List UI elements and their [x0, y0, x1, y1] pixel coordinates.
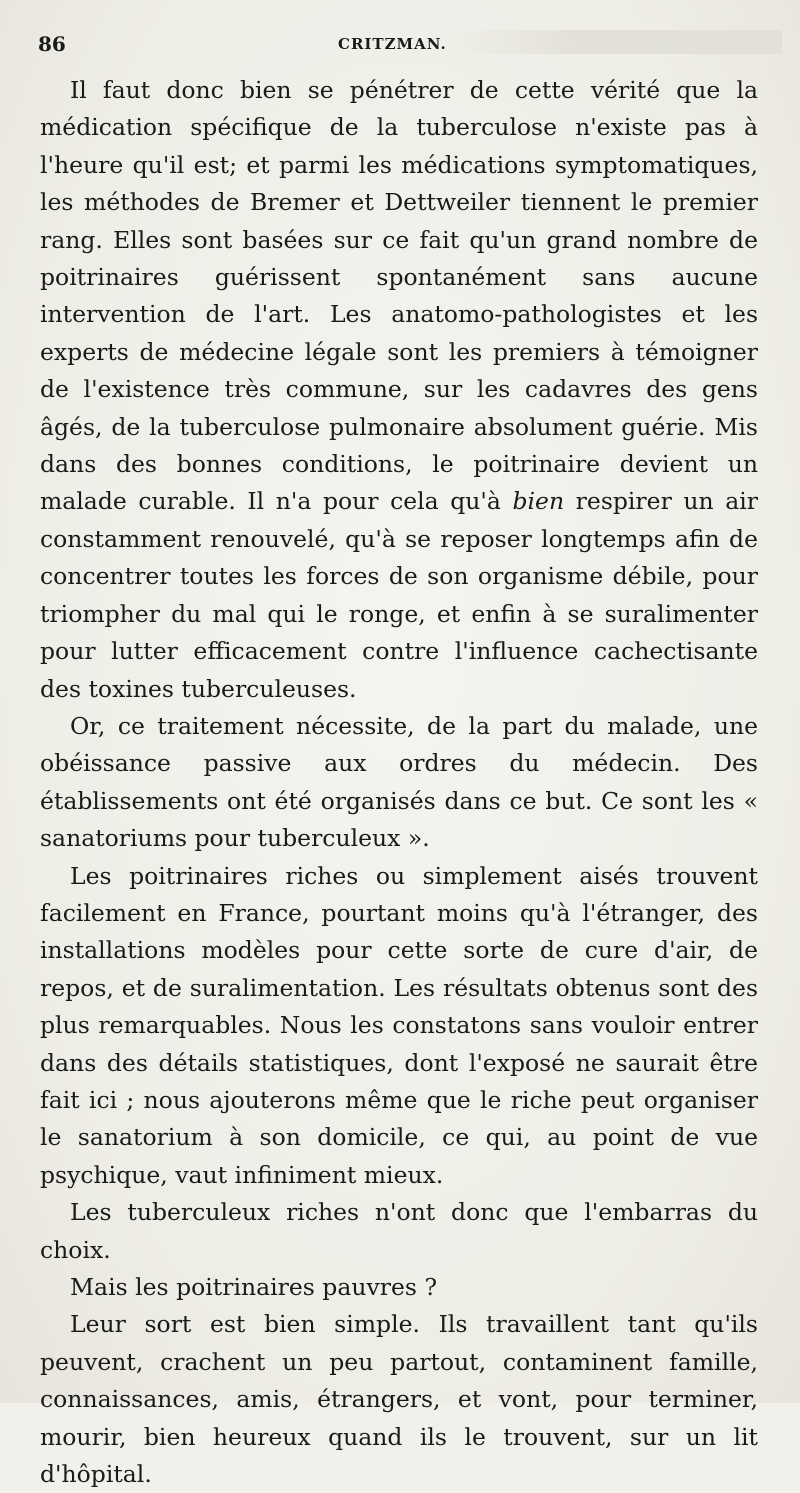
paragraph-4: Les tuberculeux riches n'ont donc que l'embarras du choix.: [40, 1198, 758, 1264]
paragraph-1-text-before: Il faut donc bien se pénétrer de cette vérité que la médication spécifique de la tuberculose n'existe pas à l'heure qu'il est; et parmi les médications symptomatiques, les méthodes de Bremer et Dettweiler tiennent le premier rang. Elles sont basées sur ce fait qu'un grand nombre de poitrinaires guérissent spontanément sans aucune intervention de l'art. Les anatomo-pathologistes et les experts de médecine légale sont les premiers à témoigner de l'existence très commune, sur les cadavres des gens âgés, de la tuberculose pulmonaire absolument guérie. Mis dans des bonnes conditions, le poitrinaire devient un malade curable. Il n'a pour cela qu'à: [40, 76, 758, 516]
paragraph-1-text-after: respirer un air constamment renouvelé, qu'à se reposer longtemps afin de concentrer toutes les forces de son organisme débile, pour triompher du mal qui le ronge, et enfin à se suralimenter pour lutter efficacement contre l'influence cachectisante des toxines tuberculeuses.: [40, 487, 758, 703]
body-text: [40, 72, 758, 1493]
paragraph-1: [40, 72, 758, 708]
page-number: 86: [38, 32, 66, 56]
paragraph-2: Or, ce traitement nécessite, de la part du malade, une obéissance passive aux ordres du médecin. Des établissements ont été organisés dans ce but. Ce sont les « sanatoriums pour tuberculeux ».: [40, 711, 758, 853]
paragraph-5: Mais les poitrinaires pauvres ?: [70, 1273, 438, 1301]
emphasis-bien: bien: [512, 487, 565, 516]
paragraph-3: Les poitrinaires riches ou simplement aisés trouvent facilement en France, pourtant moins qu'à l'étranger, des installations modèles pour cette sorte de cure d'air, de repos, et de suralimentation. Les résultats obtenus sont des plus remarquables. Nous les constatons sans vouloir entrer dans des détails statistiques, dont l'exposé ne saurait être fait ici ; nous ajouterons même que le riche peut organiser le sanatorium à son domicile, ce qui, au point de vue psychique, vaut infiniment mieux.: [40, 861, 758, 1189]
running-head: CRITZMAN.: [338, 35, 447, 53]
paragraph-6: Leur sort est bien simple. Ils travaillent tant qu'ils peuvent, crachent un peu partout, contaminent famille, connaissances, amis, étrangers, et vont, pour terminer, mourir, bien heureux quand ils le trouvent, sur un lit d'hôpital.: [40, 1310, 758, 1489]
page-header: [38, 30, 758, 60]
